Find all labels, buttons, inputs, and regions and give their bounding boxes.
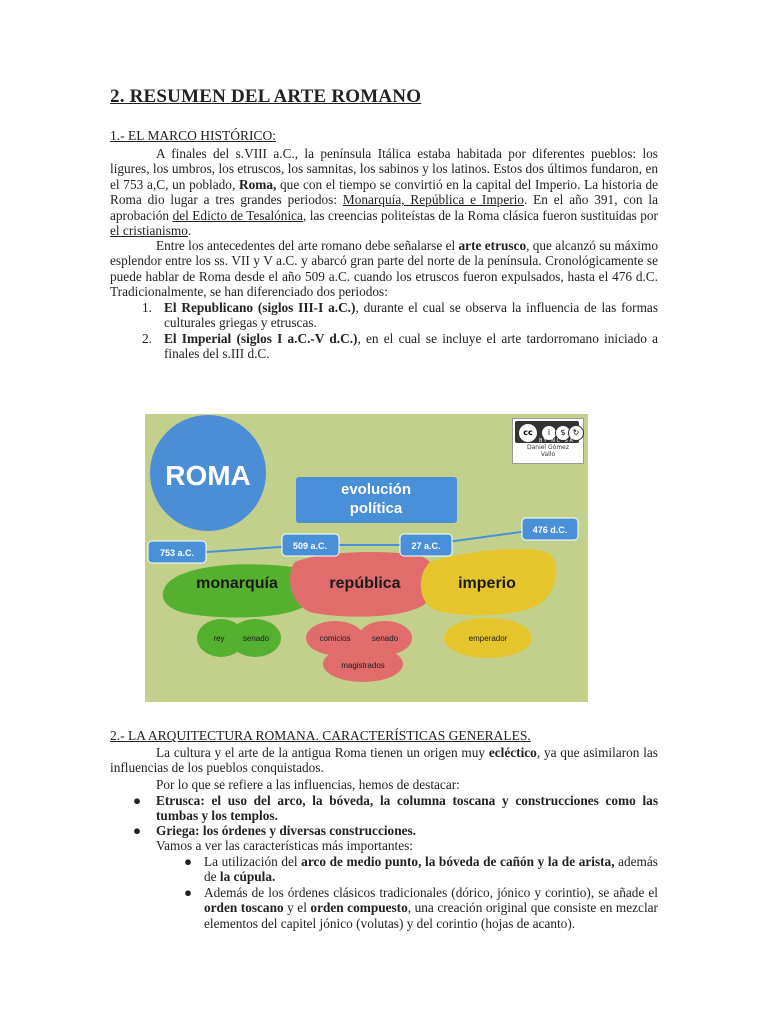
section-heading-arquitectura: 2.- LA ARQUITECTURA ROMANA. CARACTERÍSTICAS GENERALES. [110,728,531,743]
paragraph-caracteristicas: Vamos a ver las características más importantes: [156,838,413,853]
paragraph-cultura: La cultura y el arte de la antigua Roma tienen un origen muy ecléctico, ya que asimilaron las influencias de los pueblos conquistados. [110,745,658,776]
term-arte-etrusco: arte etrusco [458,238,527,253]
by-icon: i [541,425,557,441]
evolucion-label-line1: evolución [340,481,412,498]
date-label-753: 753 a.C. [159,548,195,558]
characteristic-bullet: ● La utilización del arco de medio punto, la bóveda de cañón y la de arista, además de la cúpula. [184,854,658,885]
rey-label: rey [213,634,225,643]
paragraph-historia: A finales del s.VIII a.C., la península Itálica estaba habitada por diferentes pueblos: los ligures, los umbros, los etruscos, los samnitas, los sabinos y los latinos. Estos dos últimos fundaron, en el 753 a,C, un poblado, Roma, que con el tiempo se convirtió en la capital del Imperio. La historia de Roma dio lugar a tres grandes periodos: Monarquía, República e Imperio. En el año 391, con la aprobación del Edicto de Tesalónica, las creencias politeístas de la Roma clásica fueron sustituidas por el cristianismo. [110,146,659,239]
sa-icon: ↻ [568,425,584,441]
cc-license-text: BY NC SA [539,438,575,444]
underlined-edicto: del Edicto de Tesalónica [172,207,303,223]
periods-list [110,300,658,362]
list-item: 1. El Republicano (siglos III-I a.C.), durante el cual se observa la influencia de las formas culturales griegas y etruscas. [142,300,658,331]
cc-author: Daniel Gómez Vallo [526,444,570,458]
creative-commons-badge [512,418,584,464]
date-label-509: 509 a.C. [292,541,328,551]
emperador-label: emperador [468,634,508,643]
date-label-476: 476 d.C. [532,525,568,535]
cc-badge-bar [515,421,579,443]
roma-label: ROMA [165,460,251,491]
senado-label-monarquia: senado [242,634,270,643]
page-title: 2. RESUMEN DEL ARTE ROMANO [110,86,422,107]
term-eclectico: ecléctico [488,745,537,760]
paragraph-influencias: Por lo que se refiere a las influencias, hemos de destacar: [156,777,460,792]
bullet-dot: ● [184,854,193,869]
underlined-periodos: Monarquía, República e Imperio [342,192,524,208]
date-label-27: 27 a.C. [411,541,441,551]
bullet-dot: ● [133,823,142,838]
underlined-cristianismo: el cristianismo [110,223,188,239]
paragraph-antecedentes: Entre los antecedentes del arte romano debe señalarse el arte etrusco, que alcanzó su máximo esplendor entre los ss. VII y V a.C. y abarcó gran parte del norte de la península. Cronológicamente se puede hablar de Roma desde el año 509 a.C. cuando los etruscos fueron expulsados, hasta el 476 d.C. Tradicionalmente, se han diferenciado dos periodos: [110,238,658,300]
nc-icon: $ [555,425,571,441]
roma-timeline-diagram [145,414,588,702]
section-heading-marco-historico: 1.- EL MARCO HISTÓRICO: [110,128,277,143]
cc-icon: cc [518,423,538,443]
senado-label-republica: senado [371,634,399,643]
comicios-label: comicios [319,634,351,643]
magistrados-label: magistrados [341,661,385,670]
characteristic-bullet: ● Además de los órdenes clásicos tradicionales (dórico, jónico y corintio), se añade el orden toscano y el orden compuesto, una creación original que consiste en mezclar elementos del capitel jónico (volutas) y del corintio (hojas de acanto). [184,885,658,931]
influence-bullet: ● Etrusca: el uso del arco, la bóveda, la columna toscana y construcciones como las tumbas y los templos. [133,793,658,824]
evolucion-label-line2: política [349,500,403,517]
influence-bullet: ● Griega: los órdenes y diversas construcciones. [133,823,416,838]
bullet-dot: ● [133,793,142,808]
imperio-label: imperio [458,575,516,592]
republica-label: república [329,575,401,592]
list-item: 2. El Imperial (siglos I a.C.-V d.C.), en el cual se incluye el arte tardorromano iniciado a finales del s.III d.C. [142,330,658,362]
term-roma: Roma, [239,176,277,192]
bullet-dot: ● [184,885,193,900]
monarquia-label: monarquía [196,575,278,592]
